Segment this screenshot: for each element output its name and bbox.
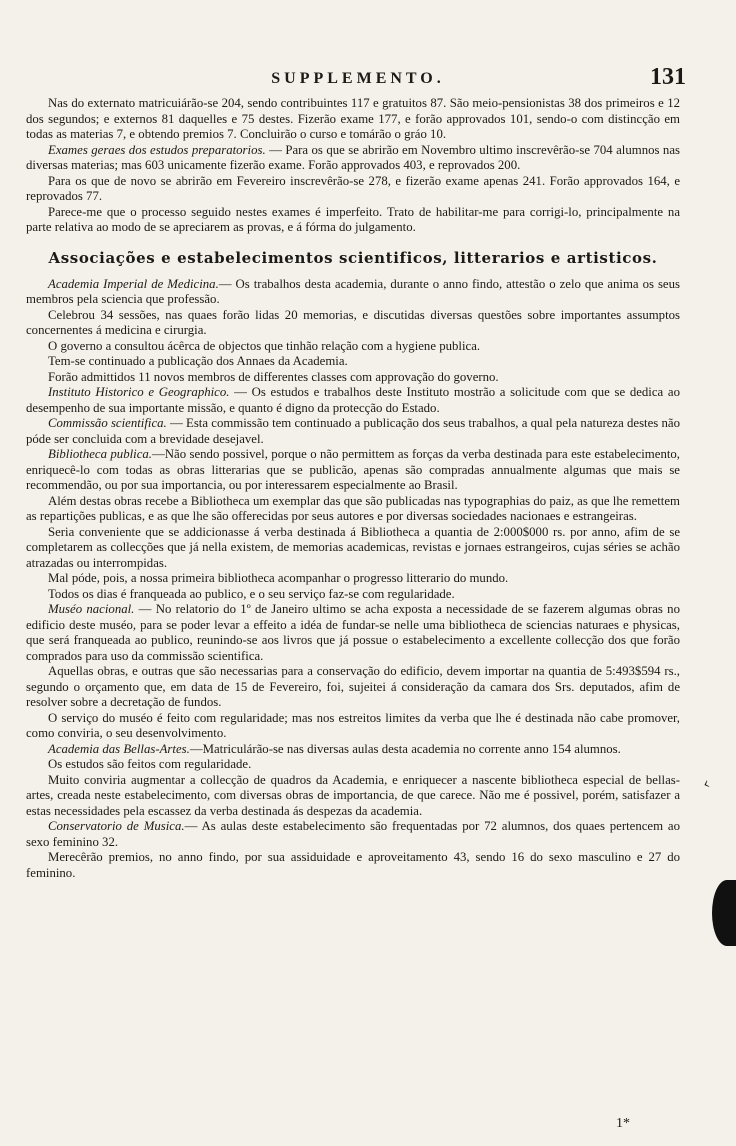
- paragraph-text: — Esta commissão tem continuado a publicação dos seus trabalhos, a qual pela natureza destes não póde ser concluida com a brevidade desejavel.: [26, 416, 680, 446]
- paragraph-text: Merecêrão premios, no anno findo, por sua assiduidade e aproveitamento 43, sendo 16 do sexo masculino e 27 do feminino.: [26, 850, 680, 880]
- paragraph-text: Parece-me que o processo seguido nestes exames é imperfeito. Trato de habilitar-me para corrigi-lo, principalmente na parte relativa ao modo de se apreciarem as provas, e á fórma do julgamento.: [26, 204, 680, 234]
- paragraph-lead: Conservatorio de Musica.: [48, 819, 185, 833]
- paragraph: [26, 850, 680, 881]
- paragraph-text: Além destas obras recebe a Bibliotheca um exemplar das que são publicadas nas typographias do paiz, as que lhe remettem as repartições publicas, e as que lhe são offerecidas por seus autores e por diversas sociedades nacionaes e estrangeiras.: [26, 493, 680, 523]
- paragraph-text: — No relatorio do 1º de Janeiro ultimo se acha exposta a necessidade de se fazerem algumas obras no edificio deste muséo, para se poder levar a effeito a idéa de fundar-se nelle uma bibliotheca de sciencias naturaes e physicas, que será franqueada ao publico, reunindo-se aos livros que já possue o estabelecimento a excellente collecção dos que forão comprados para uso da commissão scientifica.: [26, 602, 680, 663]
- paragraph-text: Tem-se continuado a publicação dos Annaes da Academia.: [48, 354, 348, 368]
- paragraph-text: Os estudos são feitos com regularidade.: [48, 757, 252, 771]
- paragraph: [26, 416, 680, 447]
- paragraph: [26, 602, 680, 664]
- paragraph-text: — As aulas deste estabelecimento são frequentadas por 72 alumnos, dos quaes pertencem ao sexo feminino 32.: [26, 819, 680, 849]
- page-edge-blot: [712, 880, 736, 946]
- running-title: SUPPLEMENTO.: [271, 70, 445, 87]
- paragraph: [26, 277, 680, 308]
- paragraph: [26, 385, 680, 416]
- paragraph: [26, 370, 680, 386]
- paragraph-text: O governo a consultou ácêrca de objectos que tinhão relação com a hygiene publica.: [48, 338, 481, 353]
- body-text: [26, 96, 680, 881]
- signature-mark: 1*: [616, 1116, 630, 1131]
- paragraph-text: Para os que de novo se abrirão em Fevereiro inscrevêrão-se 278, e fizerão exame apenas 241. Forão approvados 164, e reprovados 77.: [26, 173, 680, 203]
- paragraph: [26, 96, 680, 143]
- paragraph: [26, 354, 680, 370]
- paragraph: [26, 525, 680, 572]
- paragraph-text: —Matriculárão-se nas diversas aulas desta academia no corrente anno 154 alumnos.: [189, 741, 621, 756]
- paragraph-text: Muito conviria augmentar a collecção de quadros da Academia, e enriquecer a nascente bibliotheca especial de bellas-artes, creada neste estabelecimento, com diversas obras de importancia, de que carece. Não me é possivel, porém, satisfazer a estas necessidades pela escassez da verba destinada ás despezas da academia.: [26, 772, 680, 818]
- paragraph: [26, 819, 680, 850]
- paragraph: [26, 773, 680, 820]
- paragraph-lead: Commissão scientifica.: [48, 416, 167, 430]
- paragraph-text: Aquellas obras, e outras que são necessarias para a conservação do edificio, devem importar na quantia de 5:493$594 rs., segundo o orçamento que, em data de 15 de Fevereiro, foi, sujeitei á consideração da camara dos Srs. deputados, afim de resolver sobre a decretação de fundos.: [26, 664, 680, 709]
- paragraph: [26, 711, 680, 742]
- paragraph-text: Nas do externato matricuiárão-se 204, sendo contribuintes 117 e gratuitos 87. São meio-pensionistas 38 dos primeiros e 12 dos segundos; e externos 81 daquelles e 75 destes. Fizerão exame 177, e forão approvados 101, sendo-o com distincção em todas as materias 7, e obtendo premios 7. Concluirão o curso e tomárão o gráo 10.: [26, 96, 680, 141]
- paragraph-lead: Bibliotheca publica.: [48, 447, 152, 461]
- paragraph: [26, 571, 680, 587]
- paragraph-text: Todos os dias é franqueada ao publico, e o seu serviço faz-se com regularidade.: [48, 586, 455, 601]
- margin-mark-icon: ‹: [699, 773, 713, 794]
- paragraph-text: Seria conveniente que se addicionasse á verba destinada á Bibliotheca a quantia de 2:000$000 rs. por anno, afim de se completarem as collecções que já nella existem, de memorias academicas, revistas e jornaes estrangeiros, cujas séries se achão atrazadas ou interrompidas.: [26, 524, 680, 570]
- paragraph: [26, 494, 680, 525]
- paragraph-lead: Instituto Historico e Geographico.: [48, 385, 230, 399]
- section-heading: Associações e estabelecimentos scientificos, litterarios e artisticos.: [48, 248, 658, 267]
- paragraph-text: O serviço do muséo é feito com regularidade; mas nos estreitos limites da verba que lhe é destinada não cabe promover, como conviria, o seu desenvolvimento.: [26, 710, 680, 740]
- paragraph-lead: Exames geraes dos estudos preparatorios.: [48, 142, 266, 157]
- paragraph: [26, 339, 680, 355]
- paragraph: [26, 664, 680, 711]
- paragraph: [26, 308, 680, 339]
- paragraph-text: — Os estudos e trabalhos deste Instituto mostrão a solicitude com que se dedica ao desempenho de sua importante missão, e quanto é digno da protecção do Estado.: [26, 385, 680, 415]
- paragraph: [26, 587, 680, 603]
- paragraph-text: —Não sendo possivel, porque o não permittem as forças da verba destinada para este estabelecimento, enriquecê-lo com todas as obras litterarias que se publicão, apenas são compradas annualmente algumas que mais se recommendão, ou por sua importancia, ou por interessarem especialmente ao Brasil.: [26, 447, 680, 492]
- paragraph-text: Forão admittidos 11 novos membros de differentes classes com approvação do governo.: [48, 369, 499, 384]
- page-number: 131: [650, 64, 686, 90]
- paragraph-text: Mal póde, pois, a nossa primeira bibliotheca acompanhar o progresso litterario do mundo.: [48, 571, 509, 585]
- paragraph-text: — Os trabalhos desta academia, durante o anno findo, attestão o zelo que anima os seus membros pela sciencia que professão.: [26, 276, 680, 306]
- paragraph: [26, 143, 680, 174]
- paragraph-text: Celebrou 34 sessões, nas quaes forão lidas 20 memorias, e discutidas diversas questões sobre importantes assumptos concernentes á medicina e cirurgia.: [26, 307, 680, 337]
- paragraph: [26, 174, 680, 205]
- paragraph-lead: Academia Imperial de Medicina.: [48, 276, 219, 291]
- paragraph-text: — Para os que se abrirão em Novembro ultimo inscrevêrão-se 704 alumnos nas diversas materias; mas 603 unicamente fizerão exame. Forão approvados 403, e reprovados 200.: [26, 142, 680, 172]
- paragraph-lead: Academia das Bellas-Artes.: [48, 741, 190, 756]
- paragraph: [26, 205, 680, 236]
- paragraph: [26, 757, 680, 773]
- paragraph: [26, 447, 680, 494]
- page-header: [30, 64, 686, 96]
- paragraph: [26, 742, 680, 758]
- paragraph-lead: Muséo nacional.: [48, 602, 135, 616]
